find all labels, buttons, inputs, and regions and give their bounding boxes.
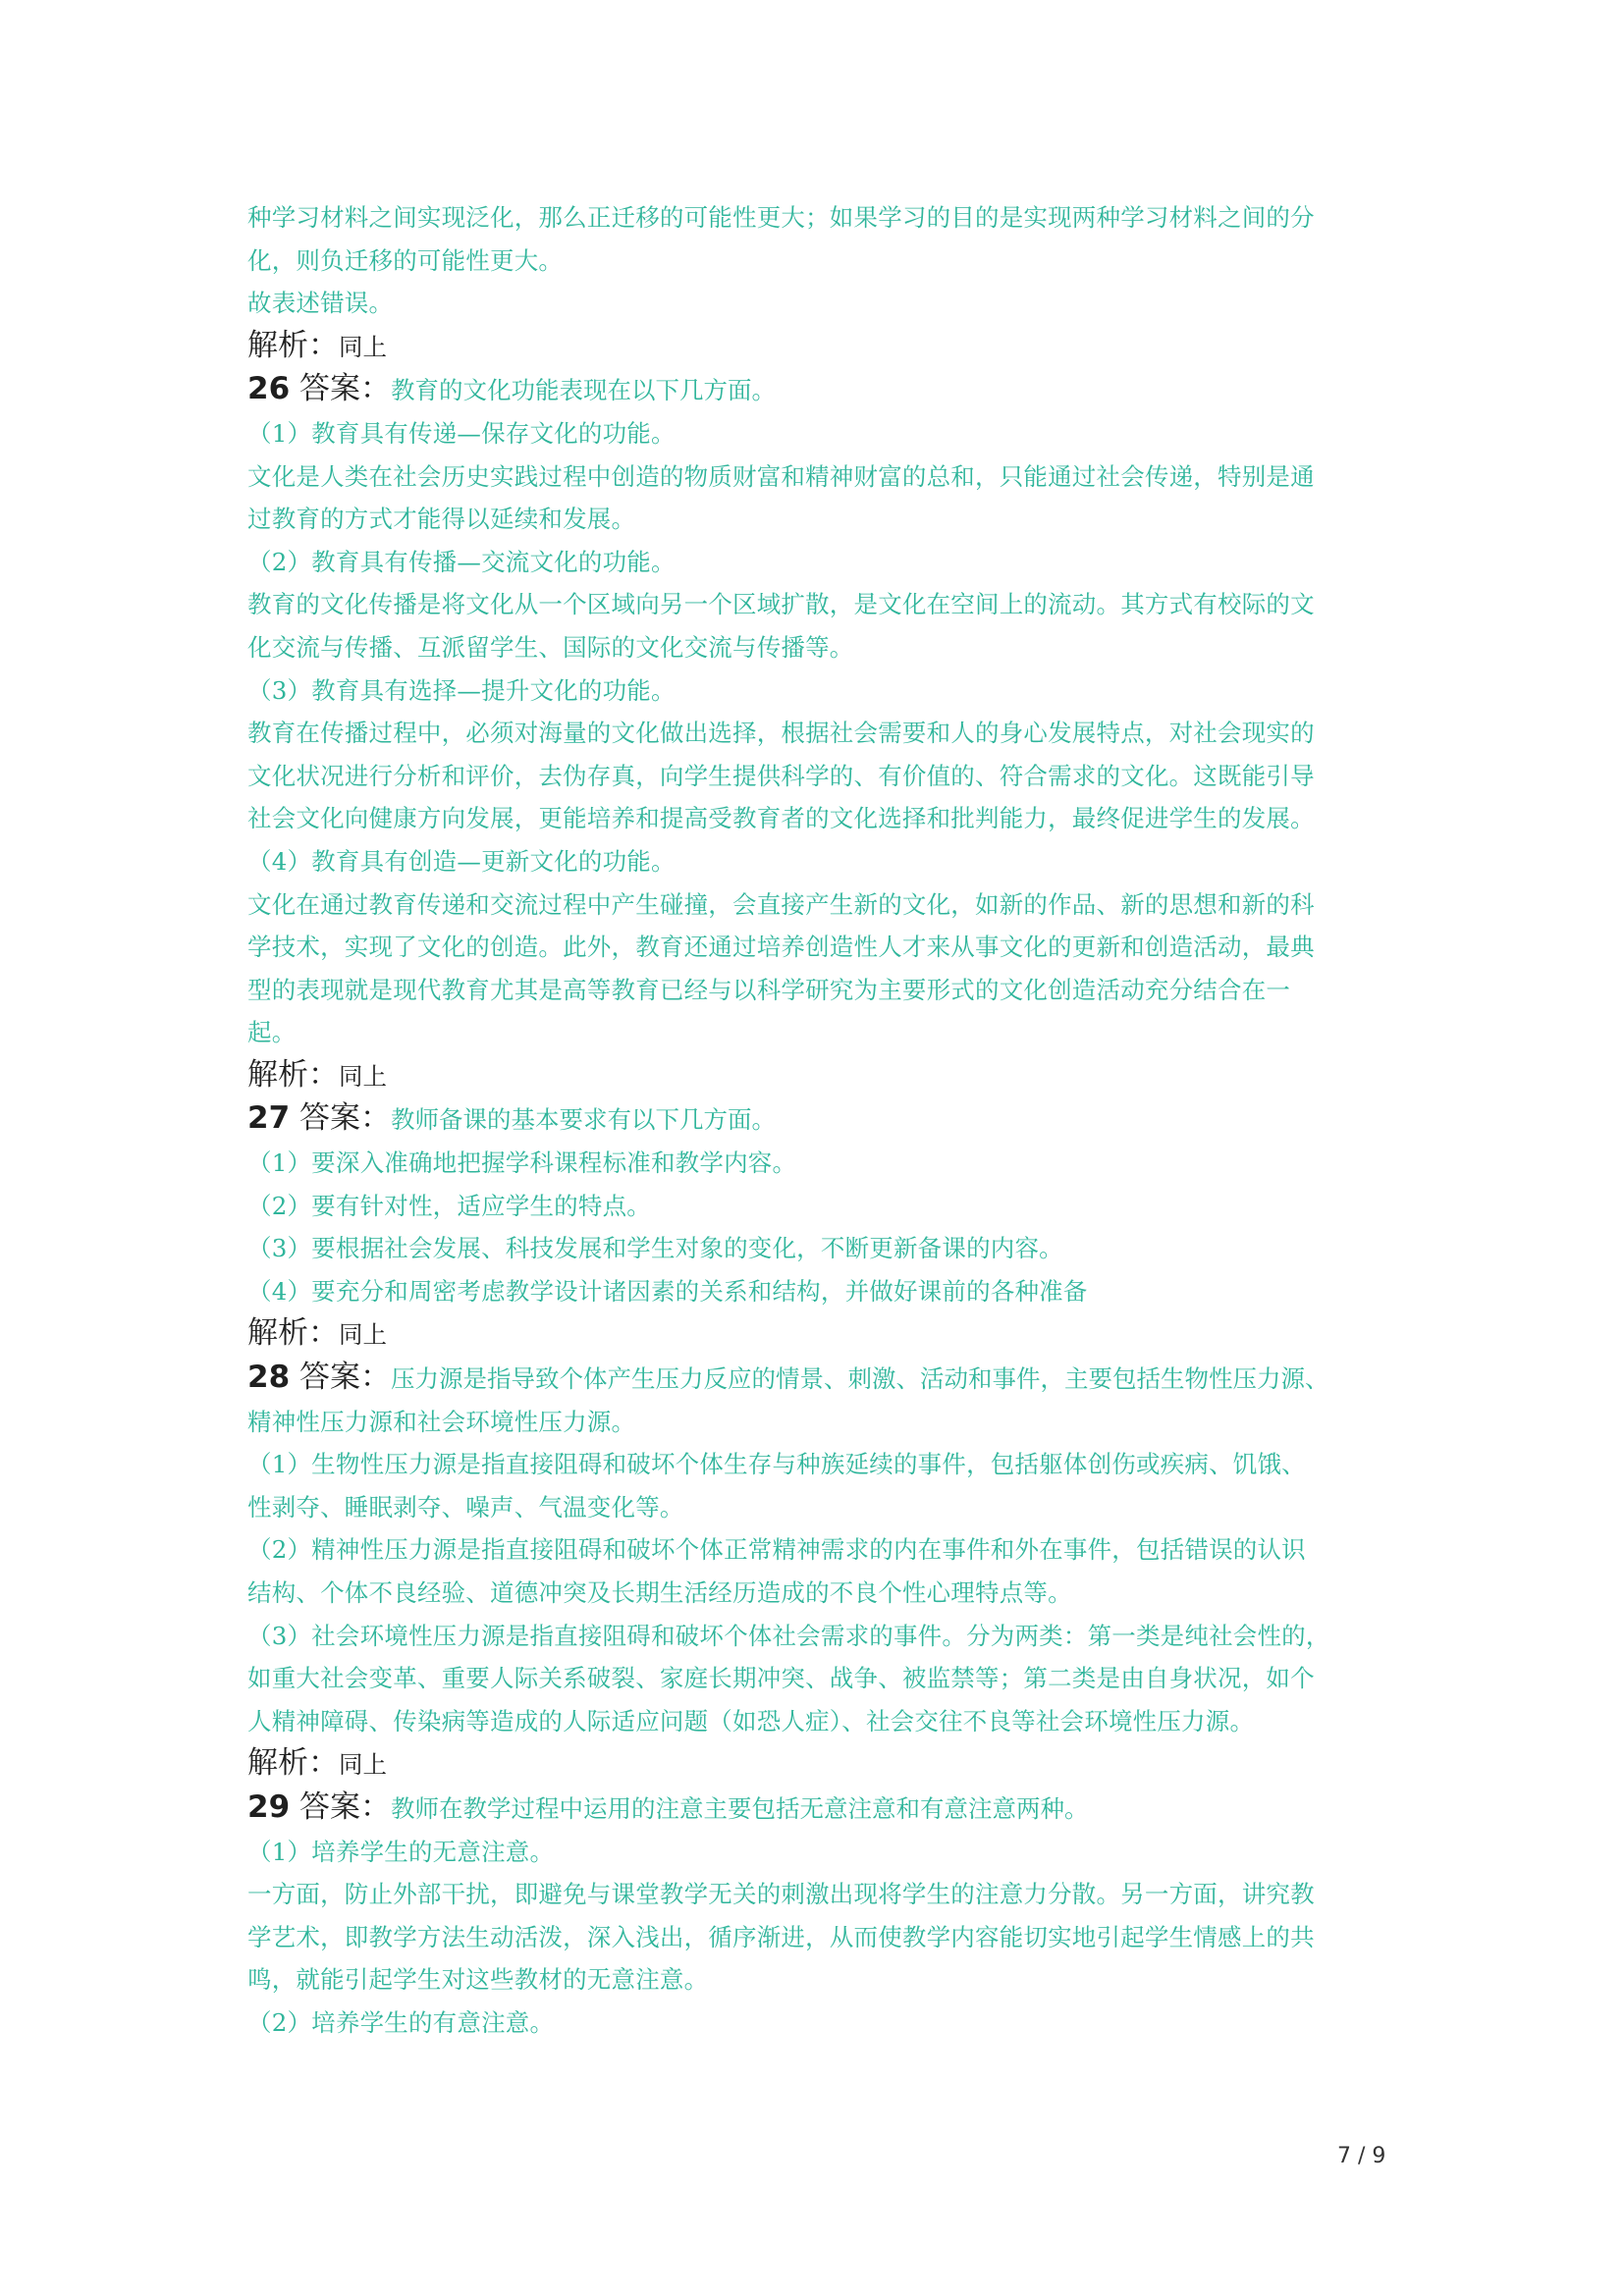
text-line: （3）要根据社会发展、科技发展和学生对象的变化，不断更新备课的内容。 <box>247 1234 1063 1263</box>
jiexi-heading: 解析：同上 <box>247 1745 387 1782</box>
text-line: （3）社会环境性压力源是指直接阻碍和破坏个体社会需求的事件。分为两类：第一类是纯社会性的， <box>247 1621 1330 1650</box>
text-line: 一方面，防止外部干扰，即避免与课堂教学无关的刺激出现将学生的注意力分散。另一方面，讲究教 <box>247 1880 1315 1909</box>
answer-heading-27: 27 答案：教师备课的基本要求有以下几方面。 <box>247 1100 776 1137</box>
text-line: 社会文化向健康方向发展，更能培养和提高受教育者的文化选择和批判能力，最终促进学生的发展。 <box>247 804 1315 833</box>
text-line: 教育在传播过程中，必须对海量的文化做出选择，根据社会需要和人的身心发展特点，对社会现实的 <box>247 719 1315 748</box>
text-line: （2）培养学生的有意注意。 <box>247 2007 555 2037</box>
text-line: （4）教育具有创造—更新文化的功能。 <box>247 846 676 876</box>
text-line: 种学习材料之间实现泛化，那么正迁移的可能性更大；如果学习的目的是实现两种学习材料之间的分 <box>247 203 1315 232</box>
text-line: 型的表现就是现代教育尤其是高等教育已经与以科学研究为主要形式的文化创造活动充分结合在一 <box>247 975 1291 1004</box>
text-line: 精神性压力源和社会环境性压力源。 <box>247 1407 636 1436</box>
text-line: 文化状况进行分析和评价，去伪存真，向学生提供科学的、有价值的、符合需求的文化。这既能引导 <box>247 761 1315 790</box>
answer-heading-29: 29 答案：教师在教学过程中运用的注意主要包括无意注意和有意注意两种。 <box>247 1789 1089 1825</box>
answer-heading-28: 28 答案：压力源是指导致个体产生压力反应的情景、刺激、活动和事件，主要包括生物性压力源、 <box>247 1360 1329 1396</box>
text-line: （4）要充分和周密考虑教学设计诸因素的关系和结构，并做好课前的各种准备 <box>247 1276 1088 1306</box>
text-line: （2）教育具有传播—交流文化的功能。 <box>247 547 676 576</box>
text-line: （1）培养学生的无意注意。 <box>247 1837 555 1866</box>
text-line: 如重大社会变革、重要人际关系破裂、家庭长期冲突、战争、被监禁等；第二类是由自身状况，如个 <box>247 1664 1315 1693</box>
document-body <box>247 196 1386 2045</box>
text-line: （1）要深入准确地把握学科课程标准和教学内容。 <box>247 1148 797 1178</box>
text-line: 教育的文化传播是将文化从一个区域向另一个区域扩散，是文化在空间上的流动。其方式有校际的文 <box>247 590 1315 619</box>
answer-heading-26: 26 答案：教育的文化功能表现在以下几方面。 <box>247 371 776 407</box>
text-line: 文化是人类在社会历史实践过程中创造的物质财富和精神财富的总和，只能通过社会传递，特别是通 <box>247 461 1315 491</box>
text-line: 学技术，实现了文化的创造。此外，教育还通过培养创造性人才来从事文化的更新和创造活动，最典 <box>247 933 1315 962</box>
text-line: 过教育的方式才能得以延续和发展。 <box>247 505 636 534</box>
text-line: （1）教育具有传递—保存文化的功能。 <box>247 418 676 448</box>
text-line: 性剥夺、睡眠剥夺、噪声、气温变化等。 <box>247 1492 684 1522</box>
jiexi-heading: 解析：同上 <box>247 1315 387 1352</box>
text-line: 文化在通过教育传递和交流过程中产生碰撞，会直接产生新的文化，如新的作品、新的思想和新的科 <box>247 889 1315 919</box>
page-number: 7 / 9 <box>1337 2144 1386 2168</box>
text-line: （2）精神性压力源是指直接阻碍和破坏个体正常精神需求的内在事件和外在事件，包括错误的认识 <box>247 1535 1306 1565</box>
text-line: 化，则负迁移的可能性更大。 <box>247 245 564 275</box>
jiexi-heading: 解析：同上 <box>247 1056 387 1093</box>
text-line: 化交流与传播、互派留学生、国际的文化交流与传播等。 <box>247 632 854 662</box>
text-line: 结构、个体不良经验、道德冲突及长期生活经历造成的不良个性心理特点等。 <box>247 1578 1072 1607</box>
text-line: 鸣，就能引起学生对这些教材的无意注意。 <box>247 1965 709 1995</box>
text-line: 学艺术，即教学方法生动活泼，深入浅出，循序渐进，从而使教学内容能切实地引起学生情感上的共 <box>247 1922 1315 1951</box>
text-line: 故表述错误。 <box>247 289 394 318</box>
text-line: 起。 <box>247 1018 297 1047</box>
jiexi-heading: 解析：同上 <box>247 327 387 363</box>
text-line: （1）生物性压力源是指直接阻碍和破坏个体生存与种族延续的事件，包括躯体创伤或疾病、饥饿、 <box>247 1450 1306 1479</box>
text-line: （2）要有针对性，适应学生的特点。 <box>247 1191 651 1220</box>
text-line: 人精神障碍、传染病等造成的人际适应问题（如恐人症）、社会交往不良等社会环境性压力源。 <box>247 1706 1255 1735</box>
text-line: （3）教育具有选择—提升文化的功能。 <box>247 675 676 705</box>
